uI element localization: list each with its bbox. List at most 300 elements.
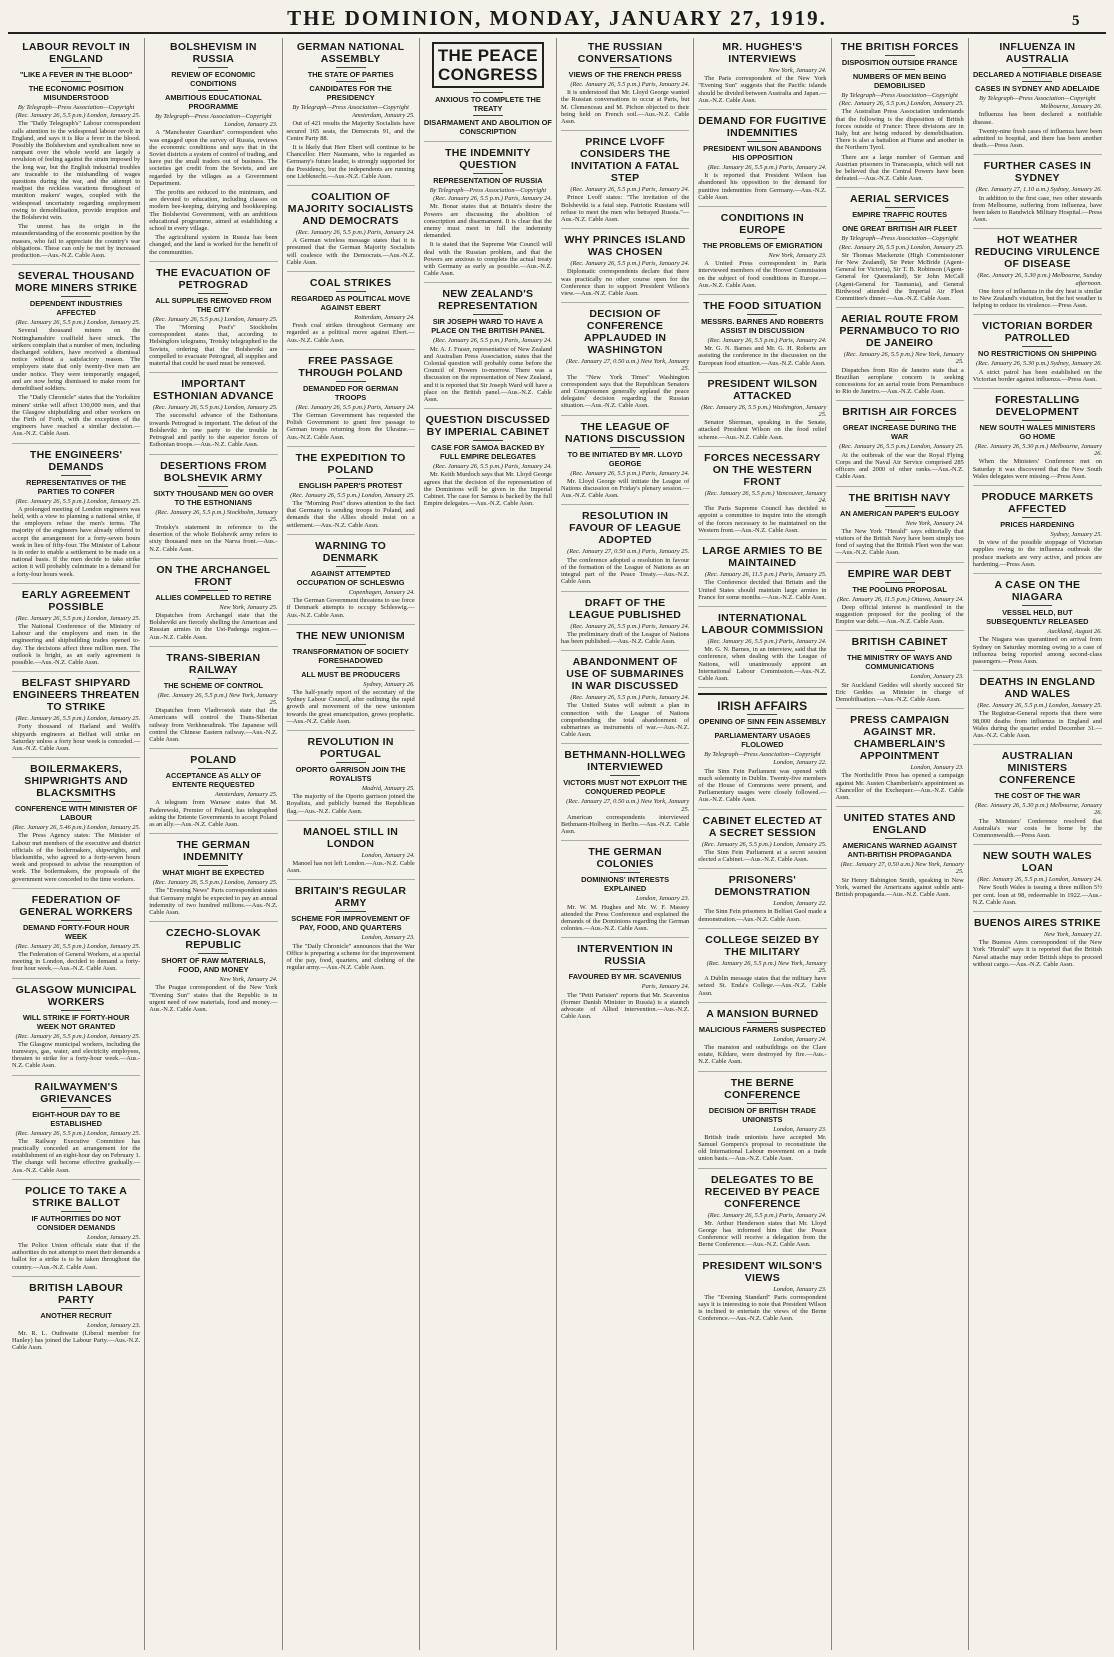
article-dateline: (Rec. January 27, 1.10 a.m.) Sydney, January 26.: [975, 186, 1102, 194]
article-subhead: EMPIRE TRAFFIC ROUTES: [852, 210, 948, 220]
article-subhead: DEPENDENT INDUSTRIES AFFECTED: [29, 299, 123, 318]
rule-divider: [747, 728, 777, 729]
article-dateline: (Rec. January 26, 5.5 p.m.) London, January 25.: [839, 100, 964, 108]
article: [698, 300, 826, 373]
article-dateline: (Rec. January 26, 5.5 p.m.) Paris, January 24.: [707, 1211, 827, 1219]
article-paragraph: Senator Sherman, speaking in the Senate, attacked President Wilson on the food relief scheme.—Aus.-N.Z. Cable Assn.: [698, 419, 827, 441]
article-paragraph: The "Evening News" Paris correspondent states that Germany might be expected to pay an annual indemnity of two hundred millions.—Aus.-N.Z. Cable Assn.: [149, 887, 278, 916]
article-paragraph: The unrest has its origin in the misunderstanding of the economic position by the masses, who fail to appreciate the country's war obligations. These can only be met by increased production.—Aus.-N.Z. Cable Assn.: [12, 223, 141, 260]
article-paragraph: Mr. G. N. Barnes, in an interview, said that the conference, when dealing with the League of Nations, will unanimously appoint an International Labour Commission.—Aus.-N.Z. Cable Assn.: [698, 646, 827, 682]
rule-divider: [198, 590, 228, 591]
article-headline: THE FOOD SITUATION: [703, 300, 822, 313]
article-dateline: London, January 23.: [910, 673, 964, 681]
article-dateline: (Rec. January 26, 5.5 p.m.) Paris, January 24.: [570, 469, 690, 477]
article-headline: BOILERMAKERS, SHIPWRIGHTS AND BLACKSMITHS: [24, 763, 129, 800]
rule-divider: [198, 90, 228, 91]
article-subhead: DECLARED A NOTIFIABLE DISEASE: [972, 70, 1102, 79]
article-headline: LABOUR REVOLT IN ENGLAND: [22, 41, 131, 65]
rule-divider: [198, 293, 228, 294]
article-headline: BUENOS AIRES STRIKE: [974, 916, 1101, 929]
rule-divider: [1022, 420, 1052, 421]
article-dateline: (Rec. January 27, 0.50 a.m.) Paris, January 25.: [567, 548, 690, 556]
article-dateline: (Rec. January 26, 5.5 p.m.) Paris, January 24.: [295, 229, 415, 237]
article-paragraph: It is understood that Mr. Lloyd George wanted the Russian conversations to occur at Paris, but M. Clemenceau and M. Pichon objected to their being held on French soil.—Aus.-N.Z. Cable Assn.: [561, 89, 690, 126]
article: [149, 927, 277, 1018]
article-dateline: London, January 23.: [86, 1321, 141, 1329]
article-paragraph: A United Press correspondent in Paris interviewed members of the Hoover Commission on the subject of food conditions in Europe.—Aus.-N.Z. Cable Assn.: [698, 260, 827, 289]
article-paragraph: Deep official interest is manifested in the suggestion proposed for the pooling of the Empire war debt.—Aus.-N.Z. Cable Assn.: [835, 603, 964, 626]
article-byline: By Telegraph—Press Association—Copyright: [841, 92, 958, 99]
article-dateline: Melbourne, January 26.: [1040, 103, 1102, 111]
article: [287, 191, 415, 272]
article-headline: CABINET ELECTED AT A SECRET SESSION: [702, 814, 823, 839]
article: [973, 917, 1102, 973]
article-dateline: (Rec. January 26, 5.5 p.m.) Vancouver, January 24.: [704, 489, 827, 505]
article-headline: INFLUENZA IN AUSTRALIA: [999, 41, 1076, 65]
article-dateline: (Rec. January 26, 5.5 p.m.) London, January 25.: [152, 404, 278, 412]
article-headline: DELEGATES TO BE RECEIVED BY PEACE CONFERENCE: [704, 1173, 820, 1210]
article-dateline: New York, January 25.: [219, 603, 278, 611]
article: [698, 452, 826, 540]
rule-divider: [1022, 605, 1052, 606]
rule-divider: [336, 667, 366, 668]
rule-divider: [747, 238, 777, 239]
article-paragraph: The "Morning Post's" Stockholm correspondent states that, according to Helsingfors telegrams, Trotsky telegraphed to the Soviets, ordering that the Bolsheviki are compelled to evacuate Petrograd, all supplies and material that could be used must be removed.: [149, 324, 278, 368]
article-headline: AUSTRALIAN MINISTERS CONFERENCE: [999, 750, 1076, 787]
article: [973, 41, 1102, 155]
article-headline: COAL STRIKES: [309, 277, 392, 290]
rule-divider: [198, 486, 228, 487]
article-headline: PRODUCE MARKETS AFFECTED: [981, 491, 1094, 516]
article-dateline: (Rec. January 26, 5.5 p.m.) Paris, January 24.: [570, 694, 690, 702]
article-headline: THE ENGINEERS' DEMANDS: [29, 448, 123, 473]
rule-divider: [336, 81, 366, 82]
rule-divider: [610, 775, 640, 776]
article-paragraph: It is likely that Herr Ebert will continue to be Chancellor. Herr Naumann, who is regarded as Germany's future leader, is strongly supported for the Presidency, but the independents are running one Liebknecht.—Aus.-N.Z. Cable Assn.: [286, 144, 415, 180]
article: [12, 1185, 140, 1277]
article-dateline: London, January 22.: [773, 900, 827, 908]
article: [561, 597, 689, 652]
article-subhead: OPENING OF SINN FEIN ASSEMBLY: [698, 717, 826, 727]
article: [836, 636, 964, 709]
article-dateline: (Rec. January 26, 5.5 p.m.) Paris, January 24.: [570, 260, 690, 268]
article-dateline: Paris, January 24.: [641, 983, 690, 991]
article-headline: IMPORTANT ESTHONIAN ADVANCE: [153, 378, 274, 403]
article: [12, 270, 140, 443]
article-dateline: (Rec. January 27, 0.50 a.m.) New York, January 25.: [566, 798, 690, 813]
article-paragraph: The Northcliffe Press has opened a campaign against Mr. Austen Chamberlain's appointment as Chancellor of the Exchequer.—Aus.-N.Z. Cable Assn.: [835, 772, 964, 801]
article-subhead: DISPOSITION OUTSIDE FRANCE: [841, 58, 958, 67]
article-headline: THE BRITISH NAVY: [848, 491, 951, 504]
article-paragraph: The Police Union officials state that if the authorities do not attempt to meet their demands a ballot for a strike is to be taken throughout the country.—Aus.-N.Z. Cable Assn.: [12, 1242, 141, 1271]
rule-divider: [473, 173, 503, 174]
article-paragraph: Forty thousand of Harland and Wolff's shipyards engineers at Belfast will strike on Saturday unless a forty hour week is conceded.—Aus.-N.Z. Cable Assn.: [12, 723, 141, 752]
article-headline: TRANS-SIBERIAN RAILWAY: [166, 651, 261, 676]
article-headline: BOLSHEVISM IN RUSSIA: [170, 41, 257, 65]
article-paragraph: The agricultural system in Russia has been changed, and the land is worked for the benefit of the communities.: [149, 234, 278, 256]
column-6: [694, 38, 831, 1650]
rule-divider: [885, 207, 915, 208]
article-subhead: AMBITIOUS EDUCATIONAL PROGRAMME: [164, 93, 262, 111]
article: [698, 693, 826, 809]
article-paragraph: The New York "Herald" says editorially that visitors of the British Navy have been simply too fond of saying that the British Fleet won the war.—Aus.-N.Z. Cable Assn.: [835, 527, 964, 557]
article-paragraph: A prolonged meeting of London engineers was held, with a view to planning a national strike, if the employers refuse the men's terms. The majority of the engineers have already offered to accept the arrangement for a forty-seven hours week in lieu of fifty-four. The Minister of Labour is in order to enable a settlement to be made on a national basis. If the men decide to take strike action it will probably culminate in a demand for a forty-four hours week.: [12, 505, 141, 578]
article-headline: FORESTALLING DEVELOPMENT: [995, 394, 1080, 419]
article-subhead: ALLIES COMPELLED TO RETIRE: [155, 592, 272, 602]
article: [287, 736, 415, 821]
article-headline: UNITED STATES AND ENGLAND: [843, 812, 956, 837]
article-byline: By Telegraph—Press Association—Copyright: [17, 104, 135, 111]
rule-divider: [885, 69, 915, 70]
article-paragraph: Dispatches from Rio de Janeiro state that a Brazilian aeroplane concern is seeking concessions for an aerial route from Pernambuco to Rio de Janeiro.—Aus.-N.Z. Cable Assn.: [835, 366, 964, 396]
rule-divider: [1022, 81, 1052, 82]
article-dateline: Sydney, January 26.: [363, 680, 415, 688]
article-headline: DEMAND FOR FUGITIVE INDEMNITIES: [698, 115, 827, 140]
article: [12, 41, 140, 265]
article-paragraph: Mr. Arthur Henderson states that Mr. Lloyd George has informed him that the Peace Conference will receive a delegation from the Berne Conference.—Aus.-N.Z. Cable Assn.: [698, 1219, 827, 1249]
article-paragraph: Mr. Keith Murdoch says that Mr. Lloyd George agrees that the decision of the representation of the Dominions will be given in the Imperial Cabinet. The case for Samoa is backed by the full Empire delegates.—Aus.-N.Z. Cable Assn.: [423, 471, 552, 508]
article-dateline: New York, January 24.: [768, 67, 827, 74]
article: [698, 874, 826, 929]
article-paragraph: Diplomatic correspondents declare that there was practically no other course open for the Conference than to support President Wilson's view.—Aus.-N.Z. Cable Assn.: [561, 268, 690, 298]
article-dateline: (Rec. January 26, 5.5 p.m.) London, January 25.: [15, 614, 141, 622]
article-paragraph: The German Government threatens to use force if Denmark attempts to occupy Schleswig.—Aus.-N.Z. Cable Assn.: [286, 597, 415, 619]
article: [287, 452, 415, 535]
article-dateline: (Rec. January 26, 5.5 p.m.) London, January 24.: [977, 876, 1102, 884]
rule-divider: [1022, 788, 1052, 789]
article-paragraph: Mr. Bonar states that at Britain's desire the Powers are discussing the abolition of conscription and disarmament. It is clear that the enemy must meet in full the indemnity demanded.: [423, 203, 552, 240]
rule-divider: [198, 865, 228, 866]
article: [698, 1008, 826, 1072]
article-paragraph: The "Morning Post" draws attention to the fact that Germany is sending troops to Poland, and demands that the Allies should insist on a settlement.—Aus.-N.Z. Cable Assn.: [286, 500, 415, 529]
article-headline: FURTHER CASES IN SYDNEY: [983, 160, 1092, 185]
article: [287, 277, 415, 350]
rule-divider: [473, 92, 503, 93]
article: [287, 355, 415, 447]
article: [836, 41, 964, 188]
article-paragraph: The Railway Executive Committee has practically conceded an arrangement for the establishment of an eight-hour day on February 1. The change will become effective gradually.—Aus.-N.Z. Cable Assn.: [12, 1137, 141, 1174]
article-subhead: DEMANDED FOR GERMAN TROOPS: [302, 383, 399, 402]
masthead-title: THE DOMINION, MONDAY, JANUARY 27, 1919.: [287, 6, 827, 30]
article: [424, 288, 552, 409]
rule-divider: [61, 1010, 91, 1011]
article-dateline: (Rec. January 26, 5.30 p.m.) Melbourne, January 26.: [975, 802, 1102, 817]
rule-divider: [885, 506, 915, 507]
article-headline: FORCES NECESSARY ON THE WESTERN FRONT: [704, 451, 821, 488]
article: [836, 568, 964, 632]
article: [561, 943, 689, 1025]
article-headline: PRINCE LVOFF CONSIDERS THE INVITATION A FATAL STEP: [571, 136, 680, 185]
article-paragraph: The "Evening Standard" Paris correspondent says it is interesting to note that President Wilson is inclined to entertain the views of the Berne Conference.—Aus.-N.Z. Cable Assn.: [698, 1293, 827, 1323]
article-paragraph: In view of the possible stoppage of Victorian supplies owing to the influenza outbreak the produce markets are very active, and prices are hardening.—Press Assn.: [972, 539, 1102, 568]
article: [561, 41, 689, 131]
article-dateline: (Rec. January 26, 5.5 p.m.) New York, January 25.: [706, 959, 827, 974]
article-dateline: London, January 23.: [773, 1125, 827, 1133]
rule-divider: [198, 768, 228, 769]
article: [561, 749, 689, 841]
article-subhead: OPORTO GARRISON JOIN THE ROYALISTS: [295, 764, 406, 783]
article-paragraph: Prince Lvoff states: "The invitation of the Bolsheviki is a fatal step. Patriotic Russians will refuse to meet the men who betrayed Russia."—Aus.-N.Z. Cable Assn.: [561, 194, 690, 224]
rule-divider: [885, 650, 915, 651]
rule-divider: [885, 55, 915, 56]
rule-divider: [747, 714, 777, 715]
rule-divider: [61, 801, 91, 802]
article-byline: By Telegraph—Press Association—Copyright: [841, 235, 958, 243]
article-dateline: London, January 22.: [773, 759, 827, 767]
article-subhead: THE POOLING PROPOSAL: [852, 584, 947, 594]
article-paragraph: At the outbreak of the war the Royal Flying Corps and the Naval Air Service comprised 285 officers and 2000 of other ranks.—Aus.-N.Z. Cable Assn.: [835, 451, 964, 481]
article: [698, 378, 826, 447]
article-headline: IRISH AFFAIRS: [717, 699, 808, 714]
article-headline: ABANDONMENT OF USE OF SUBMARINES IN WAR DISCUSSED: [566, 656, 684, 693]
rule-divider: [473, 115, 503, 116]
article-headline: MANOEL STILL IN LONDON: [303, 825, 399, 850]
article-dateline: London, January 25.: [86, 1233, 141, 1241]
article: [149, 41, 277, 262]
article-headline: QUESTION DISCUSSED BY IMPERIAL CABINET: [425, 414, 551, 439]
article-subhead: REPRESENTATION OF RUSSIA: [433, 176, 543, 185]
article: [287, 826, 415, 881]
article-subhead: SCHEME FOR IMPROVEMENT OF PAY, FOOD, AND QUARTERS: [291, 914, 410, 933]
article-subhead: AMERICANS WARNED AGAINST ANTI-BRITISH PROPAGANDA: [842, 841, 957, 860]
article: [12, 589, 140, 672]
article-paragraph: Influenza has been declared a notifiable disease.: [972, 111, 1102, 126]
article-dateline: (Rec. January 26, 5.5 p.m.) London, January 25.: [290, 491, 415, 499]
article-subhead: REGARDED AS POLITICAL MOVE AGAINST EBERT: [291, 294, 411, 313]
article-headline: HOT WEATHER REDUCING VIRULENCE OF DISEASE: [974, 234, 1100, 271]
article-dateline: London, January 23.: [361, 934, 415, 942]
article-headline: BELFAST SHIPYARD ENGINEERS THREATEN TO STRIKE: [12, 677, 140, 714]
article-headline: THE EXPEDITION TO POLAND: [295, 451, 406, 476]
article-paragraph: The Australian Press Association understands that the following is the disposition of British forces outside of France: Three divisions are in Italy, but are being reduced by demobilisation. There is also a battalion at Fiume and another in the Northern Tyrol.: [835, 108, 964, 152]
article-paragraph: The Paris Supreme Council has decided to appoint a committee to inquire into the strength of the forces necessary to be maintained on the Western front.—Aus.-N.Z. Cable Assn.: [698, 505, 827, 534]
rule-divider: [198, 67, 228, 68]
rule-divider: [610, 447, 640, 448]
article-paragraph: Trotsky's statement in reference to the desertion of the whole Bolshevik army refers to sixty thousand men on the Narva front.—Aus.-N.Z. Cable Assn.: [149, 523, 278, 553]
article-subhead: TRANSFORMATION OF SOCIETY FORESHADOWED: [292, 646, 409, 665]
rule-divider: [610, 872, 640, 873]
rule-divider: [336, 762, 366, 763]
article-paragraph: The Prague correspondent of the New York "Evening Sun" states that the Republic is in urgent need of raw materials, food and money.—Aus.-N.Z. Cable Assn.: [149, 984, 278, 1013]
article-headline: AERIAL ROUTE FROM PERNAMBUCO TO RIO DE JANEIRO: [839, 313, 960, 350]
article-dateline: Copenhagen, January 24.: [348, 588, 415, 596]
column-3: [283, 38, 420, 1650]
article-dateline: New York, January 24.: [219, 976, 278, 984]
column-4: [420, 38, 557, 1650]
rule-divider: [336, 911, 366, 912]
rule-divider: [336, 566, 366, 567]
article: [698, 115, 826, 207]
article-paragraph: The Niagara was quarantined on arrival from Sydney on Saturday morning owing to a case of influenza being reported among second-class passengers.—Press Assn.: [972, 636, 1102, 665]
article-paragraph: The United States will submit a plan in connection with the League of Nations comprehending the total abandonment of submarines as instruments of war.—Aus.-N.Z. Cable Assn.: [561, 702, 690, 739]
article-subhead: ENGLISH PAPER'S PROTEST: [298, 480, 403, 490]
article-headline: POLAND: [190, 754, 237, 767]
article-subhead: THE COST OF THE WAR: [994, 791, 1081, 801]
article-dateline: London, January 23.: [224, 121, 278, 129]
article-paragraph: The conference adopted a resolution in favour of the formation of the League of Nations as an integral part of the Peace Treaty.—Aus.-N.Z. Cable Assn.: [561, 556, 690, 586]
article-dateline: London, January 23.: [773, 1285, 827, 1293]
article: [149, 754, 277, 834]
article-headline: THE BERNE CONFERENCE: [724, 1076, 801, 1101]
rule-divider: [885, 582, 915, 583]
article-paragraph: A "Manchester Guardian" correspondent who was engaged upon the survey of Russia, reviews the economic conditions and says that in the Soviet districts a system of control of trading, and have put the small traders out of business. The societies get credit from the Soviets, and are regarded by the villages as a Government Department.: [149, 129, 278, 187]
article-subhead: NEW SOUTH WALES MINISTERS GO HOME: [979, 423, 1096, 442]
article-dateline: (Rec. January 26, 5.5 p.m.) London, January 25.: [152, 879, 278, 887]
article-subhead: ALL SUPPLIES REMOVED FROM THE CITY: [155, 295, 272, 314]
article-dateline: (Rec. January 26, 5.5 p.m.) Paris, January 24.: [570, 186, 690, 194]
article: [561, 656, 689, 744]
article-paragraph: The half-yearly report of the secretary of the Sydney Labour Council, after outlining the rapid growth and movement of the new unionism towards the great emancipation, grows prophetic.—Aus.-N.Z. Cable Assn.: [286, 688, 415, 725]
article: [698, 212, 826, 295]
article-headline: THE GERMAN COLONIES: [588, 846, 662, 871]
article: [561, 421, 689, 506]
rule-divider: [473, 314, 503, 315]
article-dateline: (Rec. January 26, 5.5 p.m.) Paris, January 24.: [570, 81, 690, 88]
article-dateline: (Rec. January 26, 5.46 p.m.) London, January 25.: [12, 824, 141, 832]
article-paragraph: The Buenos Aires correspondent of the New York "Herald" says it is reported that the British Naval attache may order British ships to proceed without cargo.—Aus.-N.Z. Cable Assn.: [972, 939, 1102, 968]
article-byline: By Telegraph—Press Association—Copyright: [429, 187, 547, 194]
article-subhead: PARLIAMENTARY USAGES FLOLOWED: [714, 731, 811, 750]
article-dateline: Sydney, January 25.: [1050, 531, 1102, 539]
article-dateline: (Rec. January 26, 5.5 p.m.) London, January 25.: [15, 1032, 141, 1040]
article-dateline: London, January 23.: [635, 895, 690, 903]
article-headline: POLICE TO TAKE A STRIKE BALLOT: [25, 1184, 128, 1209]
article-subhead: ACCEPTANCE AS ALLY OF ENTENTE REQUESTED: [165, 771, 262, 790]
article-subhead: WILL STRIKE IF FORTY-HOUR WEEK NOT GRANTED: [22, 1012, 130, 1031]
article-headline: PRESIDENT WILSON'S VIEWS: [702, 1259, 823, 1284]
article-paragraph: It is reported that President Wilson has abandoned his opposition to the demand for punitive indemnities from Germany.—Aus.-N.Z. Cable Assn.: [698, 172, 827, 201]
article-dateline: (Rec. January 26, 5.5 p.m.) London, January 25.: [15, 1129, 141, 1137]
article-headline: COLLEGE SEIZED BY THE MILITARY: [705, 933, 820, 958]
article-paragraph: The "Daily Telegraph's" Labour correspondent calls attention to the widespread labour revolt in England, and says it is like a fever in the blood. Possibly the Bolshevism and syndicalism now so rampant over the whole world are largely a revulsion of feeling against the strain imposed by the long war, but the English industrial troubles are traceable to the mishandling of wages questions during the war, and the attempt to readjust the reckless vacations throughout of munition makers' wages, coupled with the widespread uncertainty regarding employment owing to demobilisation, provide irruption and the Bolshevist vein.: [12, 120, 141, 222]
column-1: [8, 38, 145, 1650]
article-subhead: DEMAND FORTY-FOUR HOUR WEEK: [22, 922, 130, 941]
masthead: [8, 6, 1106, 34]
article-paragraph: The German Government has requested the Polish Government to grant free passage to German troops returning from the Ukraine.—Aus.-N.Z. Cable Assn.: [286, 412, 415, 441]
article-headline: NEW SOUTH WALES LOAN: [982, 850, 1092, 875]
article: [973, 234, 1102, 315]
article-paragraph: Dispatches from Archangel state that the Bolsheviki are fiercely shelling the American and Russian armies in the Ust-Padenga region.—Aus.-N.Z. Cable Assn.: [149, 611, 278, 641]
article-subhead: THE PROBLEMS OF EMIGRATION: [702, 241, 823, 251]
article-dateline: (Rec. January 26, 5.5 p.m.) Paris, January 24.: [707, 164, 827, 172]
article-dateline: New York, January 24.: [905, 519, 964, 527]
article-headline: COALITION OF MAJORITY SOCIALISTS AND DEMOCRATS: [287, 191, 414, 228]
article: [698, 612, 826, 688]
article-paragraph: The Sinn Fein prisoners in Belfast Gaol made a demonstration.—Aus.-N.Z. Cable Assn.: [698, 908, 827, 923]
article-dateline: (Rec. January 26, 5.5 p.m.) London, January 25.: [701, 840, 827, 848]
article-headline: LARGE ARMIES TO BE MAINTAINED: [702, 545, 823, 570]
article-subhead: VIEWS OF THE FRENCH PRESS: [568, 70, 682, 79]
article-headline: THE EVACUATION OF PETROGRAD: [156, 266, 271, 291]
rule-divider: [61, 67, 91, 68]
article-headline: BRITISH LABOUR PARTY: [29, 1281, 124, 1306]
article-paragraph: Sir Thomas Mackenzie (High Commissioner for New Zealand), Sir Peter McBride (Agent-General for Victoria), Sir T. B. Robinson (Agent-General for Queensland), Sir John McCall (Agent-General for Tasmania), and General Birdwood attended the Imperial Air Fleet Committee's dinner.—Aus.-N.Z. Cable Assn.: [835, 251, 964, 303]
article: [287, 540, 415, 625]
article: [12, 677, 140, 758]
article-subhead: NUMBERS OF MEN BEING DEMOBILISED: [852, 72, 947, 90]
article-subhead: SIR JOSEPH WARD TO HAVE A PLACE ON THE BRITISH PANEL: [431, 317, 545, 336]
article: [973, 750, 1102, 845]
article-headline: BETHMANN-HOLLWEG INTERVIEWED: [564, 749, 686, 774]
article: [836, 714, 964, 807]
article-headline: ON THE ARCHANGEL FRONT: [156, 563, 271, 588]
article-byline: By Telegraph—Press Association—Copyright: [979, 95, 1096, 102]
article-subhead: CASE FOR SAMOA BACKED BY FULL EMPIRE DELEGATES: [431, 443, 545, 462]
article-paragraph: Sir Auckland Geddes will shortly succeed Sir Eric Geddes as Minister in charge of Demobilisation.—Aus.-N.Z. Cable Assn.: [835, 681, 964, 703]
article: [698, 815, 826, 870]
article: [698, 545, 826, 607]
article-headline: BRITAIN'S REGULAR ARMY: [295, 885, 407, 910]
article-byline: By Telegraph—Press Association—Copyright: [704, 751, 821, 759]
article-dateline: (Rec. January 26, 5.5 p.m.) London, January 25.: [839, 243, 964, 251]
article-subhead: GREAT INCREASE DURING THE WAR: [842, 423, 957, 442]
article-dateline: (Rec. January 26, 11.5 p.m.) Ottawa, January 24.: [837, 595, 964, 603]
article-subhead: CONFERENCE WITH MINISTER OF LABOUR: [14, 804, 138, 823]
article-subhead: EIGHT-HOUR DAY TO BE ESTABLISHED: [32, 1109, 120, 1128]
article: [424, 414, 552, 512]
article-dateline: (Rec. January 26, 5.5 p.m.) London, January 25.: [15, 715, 141, 723]
article: [287, 41, 415, 186]
article: [836, 492, 964, 563]
article-paragraph: Manoel has not left London.—Aus.-N.Z. Cable Assn.: [286, 859, 415, 875]
article: [836, 313, 964, 401]
article: [149, 378, 277, 454]
article-paragraph: A strict patrol has been established on the Victorian border against influenza.—Press Assn.: [972, 368, 1102, 383]
rule-divider: [473, 440, 503, 441]
article: [12, 1081, 140, 1180]
article-dateline: Madrid, January 25.: [361, 784, 415, 792]
article: [561, 136, 689, 229]
rule-divider: [61, 1308, 91, 1309]
article-dateline: Auckland, August 26.: [1047, 628, 1102, 636]
article-byline: By Telegraph—Press Association—Copyright: [155, 113, 272, 120]
article: [12, 984, 140, 1076]
column-7: [832, 38, 969, 1650]
article-subhead: AN AMERICAN PAPER'S EULOGY: [840, 508, 960, 518]
article-headline: RESOLUTION IN FAVOUR OF LEAGUE ADOPTED: [569, 510, 682, 547]
article-subhead: WHAT MIGHT BE EXPECTED: [162, 868, 265, 878]
article-subhead: ANXIOUS TO COMPLETE THE TREATY: [434, 95, 541, 113]
article-dateline: (Rec. January 26, 5.5 p.m.) London, January 25.: [15, 112, 141, 120]
article: [424, 147, 552, 283]
article-headline: THE LEAGUE OF NATIONS DISCUSSION: [565, 420, 686, 445]
article-headline: NEW ZEALAND'S REPRESENTATION: [438, 288, 538, 313]
article-paragraph: In addition to the first case, two other stewards from Melbourne, suffering from influenza, have been taken to Randwick Military Hospital.—Press Assn.: [972, 194, 1102, 224]
article-subhead: VICTORS MUST NOT EXPLOIT THE CONQUERED PEOPLE: [563, 778, 688, 797]
article: [973, 579, 1102, 671]
article-paragraph: The "Daily Chronicle" announces that the War Office is preparing a scheme for the improvement of the pay, food, quarters, and clothing of the regular army.—Aus.-N.Z. Cable Assn.: [286, 942, 415, 972]
article-paragraph: American correspondents interviewed Bethmann-Hollweg in Berlin.—Aus.-N.Z. Cable Assn.: [561, 813, 690, 836]
article-headline: RAILWAYMEN'S GRIEVANCES: [34, 1080, 118, 1105]
column-8: [969, 38, 1106, 1650]
rule-divider: [61, 81, 91, 82]
article-subhead: DISARMAMENT AND ABOLITION OF CONSCRIPTION: [423, 118, 552, 136]
article-dateline: (Rec. January 26, 5.5 p.m.) New York, January 25.: [157, 691, 278, 706]
rule-divider: [61, 475, 91, 476]
article-paragraph: The Glasgow municipal workers, including the tramways, gas, water, and electricity employees, threaten to strike for a forty-hour week.—Aus.-N.Z. Cable Assn.: [12, 1040, 141, 1070]
article-subhead: DECISION OF BRITISH TRADE UNIONISTS: [708, 1105, 816, 1124]
article-headline: GERMAN NATIONAL ASSEMBLY: [296, 41, 405, 65]
article-paragraph: There are a large number of German and Austrian prisoners in Transcaspia, which will not be believed that the Central Powers have been defeated.—Aus.-N.Z. Cable Assn.: [835, 153, 964, 183]
rule-divider: [885, 221, 915, 222]
article-dateline: Amsterdam, January 25.: [214, 791, 278, 799]
article-headline: PRESIDENT WILSON ATTACKED: [707, 377, 818, 402]
column-2: [145, 38, 282, 1650]
article: [12, 763, 140, 889]
article-subhead: VESSEL HELD, BUT SUBSEQUENTLY RELEASED: [986, 608, 1089, 627]
rule-divider: [885, 420, 915, 421]
article-headline: THE GERMAN INDEMNITY: [176, 839, 251, 864]
